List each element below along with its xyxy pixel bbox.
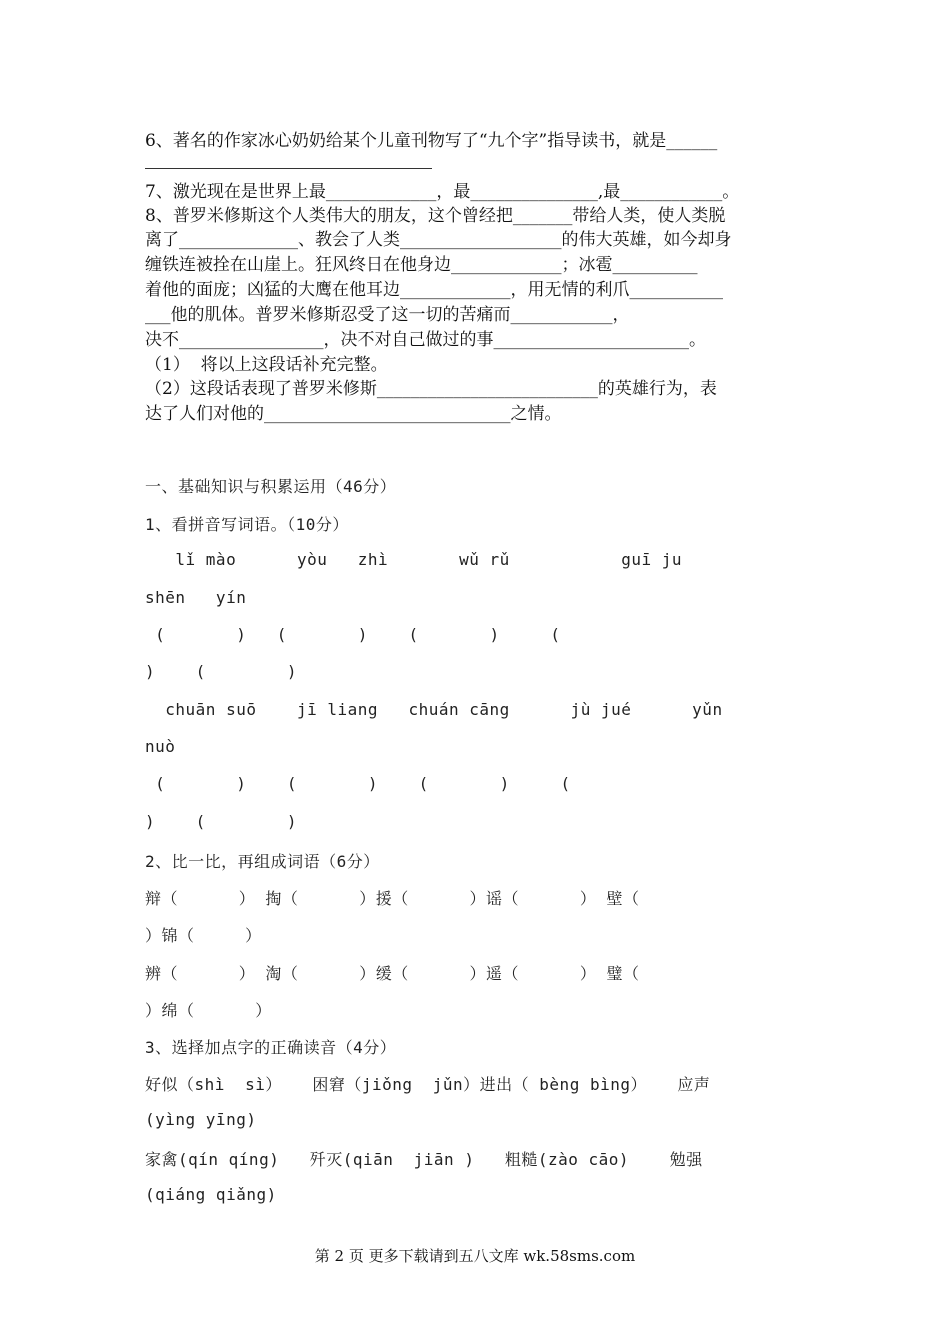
question-8-sub-1: （1） 将以上这段话补充完整。: [145, 355, 388, 375]
q1-pinyin-row-1: lǐ mào yòu zhì wǔ rǔ guī ju: [145, 550, 683, 569]
q1-pinyin-row-2-wrap: nuò: [145, 737, 176, 756]
question-8-line-2: 离了______________、教会了人类___________________的伟大英雄，如今却身: [145, 230, 732, 250]
q1-pinyin-row-1-wrap: shēn yín: [145, 588, 247, 607]
question-6: 6、著名的作家冰心奶奶给某个儿童刊物写了“九个字”指导读书，就是______: [145, 131, 718, 151]
question-8-line-6: 决不_________________，决不对自己做过的事_______________________。: [145, 330, 706, 350]
question-7: 7、激光现在是世界上最_____________，最_______________,最____________。: [145, 182, 740, 202]
q3-row-2-wrap: (qiáng qiǎng): [145, 1185, 277, 1204]
q1-bracket-row-1: ( ) ( ) ( ) (: [145, 625, 561, 644]
q2-row-1: 辩（ ） 掏（ ）援（ ）谣（ ） 壁（: [145, 889, 640, 908]
q1-bracket-row-2: ( ) ( ) ( ) (: [145, 774, 571, 793]
q3-row-1-wrap: (yìng yīng): [145, 1110, 257, 1129]
answer-rule: [145, 168, 432, 169]
q1-bracket-row-2-wrap: ) ( ): [145, 812, 297, 831]
q3-title: 3、选择加点字的正确读音（4分）: [145, 1038, 397, 1057]
q1-bracket-row-1-wrap: ) ( ): [145, 662, 297, 681]
q2-row-2-wrap: ）绵（ ）: [145, 1001, 272, 1020]
q2-row-2: 辨（ ） 淘（ ）缓（ ）遥（ ） 璧（: [145, 964, 640, 983]
section-title: 一、基础知识与积累运用（46分）: [145, 477, 397, 496]
question-8-line-1: 8、普罗米修斯这个人类伟大的朋友，这个曾经把_______带给人类，使人类脱: [145, 206, 726, 226]
q2-title: 2、比一比，再组成词语（6分）: [145, 852, 380, 871]
page-footer: 第 2 页 更多下载请到五八文库 wk.58sms.com: [314, 1247, 636, 1265]
question-8-line-5: ___他的肌体。普罗米修斯忍受了这一切的苦痛而____________，: [145, 305, 630, 325]
q2-row-1-wrap: ）锦（ ）: [145, 926, 262, 945]
question-8-line-3: 缠铁连被拴在山崖上。狂风终日在他身边_____________；冰雹__________: [145, 255, 698, 275]
question-8-sub-2: （2）这段话表现了普罗米修斯__________________________的英雄行为，表: [145, 379, 717, 399]
question-8-line-4: 着他的面庞；凶猛的大鹰在他耳边_____________，用无情的利爪___________: [145, 280, 723, 300]
q3-row-1: 好似（shì sì） 困窘（jiǒng jǔn）进出（ bèng bìng） 应声: [145, 1075, 711, 1094]
question-8-sub-3: 达了人们对他的_____________________________之情。: [145, 404, 562, 424]
q1-pinyin-row-2: chuān suō jī liang chuán cāng jù jué yǔn: [145, 700, 723, 719]
q1-title: 1、看拼音写词语。（10分）: [145, 515, 349, 534]
q3-row-2: 家禽(qín qíng) 歼灭(qiān jiān ) 粗糙(zào cāo) 勉强: [145, 1150, 703, 1169]
